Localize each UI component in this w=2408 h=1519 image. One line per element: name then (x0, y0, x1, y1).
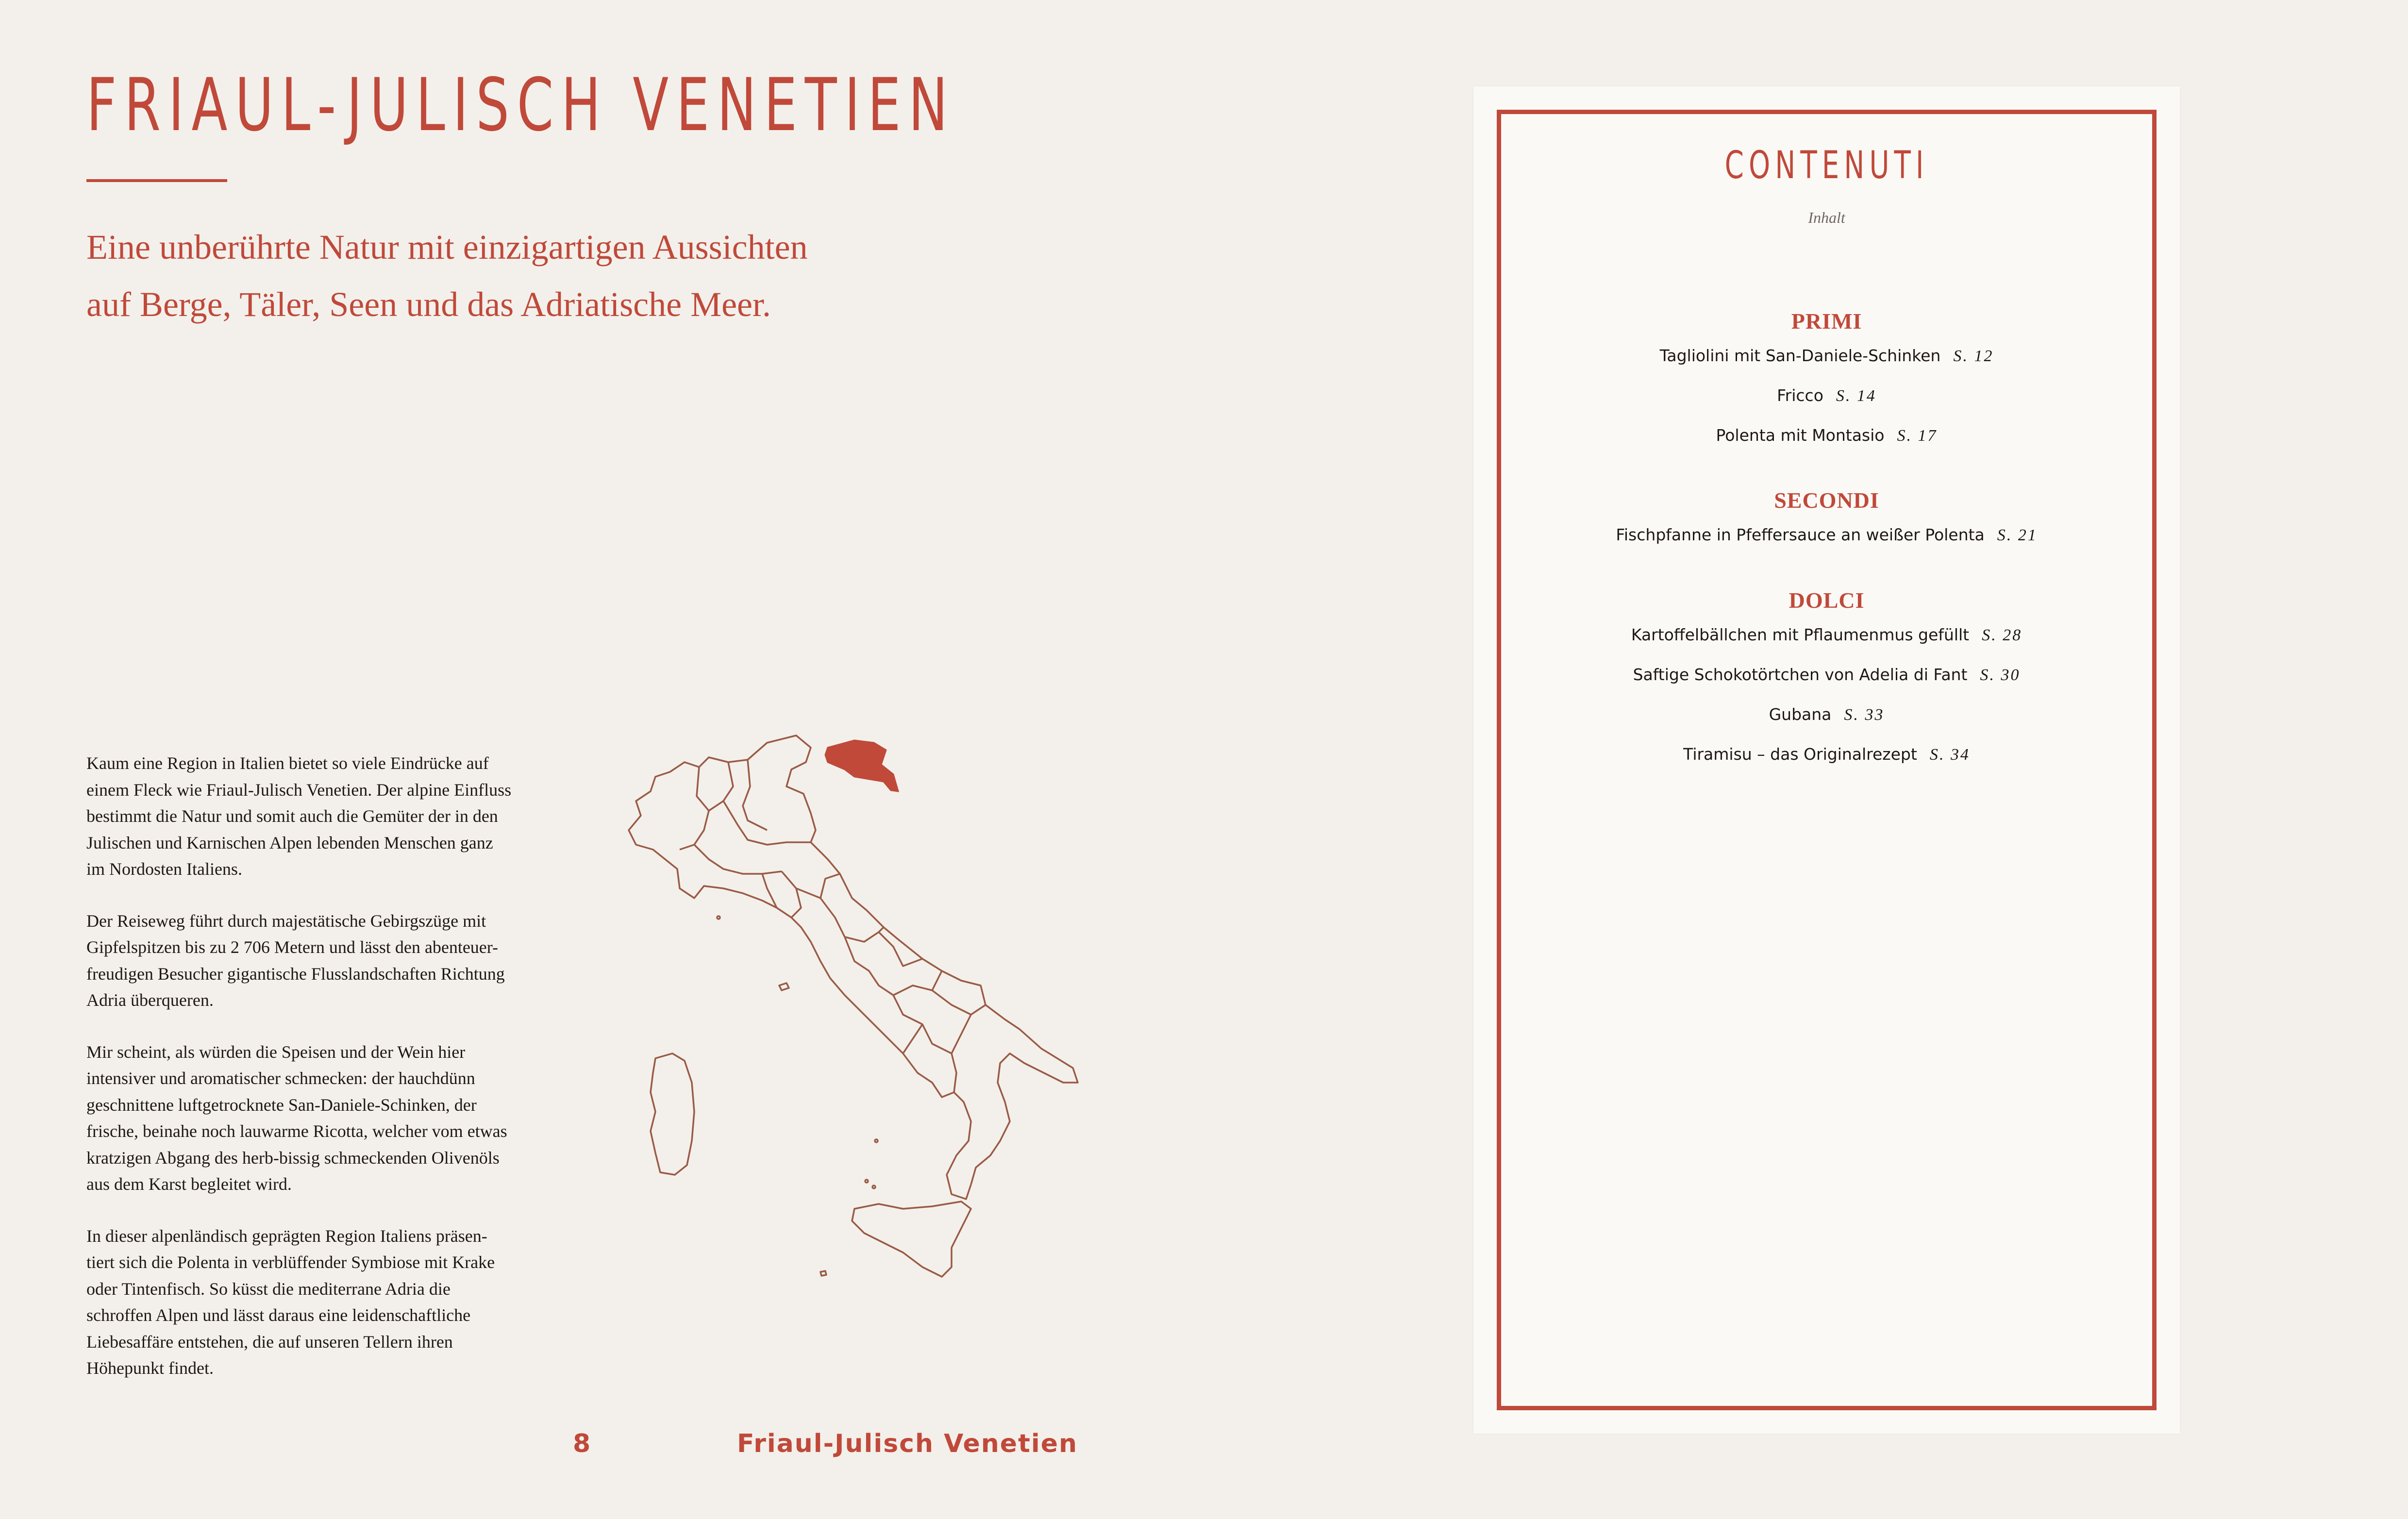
region-border (709, 762, 733, 811)
dish-name: Saftige Schokotörtchen von Adelia di Fant (1633, 665, 1968, 684)
page-reference: S. 17 (1897, 427, 1938, 445)
text-line: frische, beinahe noch lauwarme Ricotta, welcher vom etwas (86, 1121, 507, 1141)
text-line: einem Fleck wie Friaul-Julisch Venetien. Der alpine Einfluss (86, 780, 512, 800)
toc-heading-text: CONTENUTI (1724, 144, 1929, 187)
region-border (903, 1024, 922, 1053)
dish-name: Fricco (1777, 386, 1823, 405)
dish-name: Kartoffelbällchen mit Pflaumenmus gefüllt (1631, 625, 1970, 644)
toc-section-secondi (1473, 487, 2180, 555)
text-line: Kaum eine Region in Italien bietet so viele Eindrücke auf (86, 753, 489, 773)
toc-entry[interactable] (1473, 416, 2180, 455)
section-items (1473, 336, 2180, 455)
title-divider (86, 179, 227, 182)
toc-section-dolci (1473, 587, 2180, 774)
text-line: geschnittene luftgetrocknete San-Daniele-Schinken, der (86, 1095, 477, 1115)
page-reference: S. 34 (1929, 746, 1970, 764)
text-line: Der Reiseweg führt durch majestätische Gebirgszüge mit (86, 911, 486, 931)
island-outline (717, 916, 720, 919)
dish-name: Polenta mit Montasio (1716, 426, 1885, 445)
island-outline (865, 1180, 868, 1183)
page-number: 8 (573, 1429, 591, 1458)
page-title: FRIAUL-JULISCH VENETIEN (86, 63, 955, 148)
dish-name: Fischpfanne in Pfeffersauce an weißer Polenta (1616, 525, 1985, 544)
section-title: SECONDI (1774, 488, 1879, 513)
page-reference: S. 28 (1982, 626, 2023, 644)
running-title: Friaul-Julisch Venetien (737, 1429, 1078, 1458)
toc-subheading: Inhalt (1808, 209, 1845, 226)
text-line: Liebesaffäre entstehen, die auf unseren Tellern ihren (86, 1332, 453, 1352)
subtitle (86, 218, 1009, 333)
region-border (845, 937, 893, 995)
region-border (743, 760, 767, 830)
region-border (952, 1015, 971, 1053)
toc-heading (1473, 144, 2180, 187)
toc-entry[interactable] (1473, 336, 2180, 376)
dish-name: Tiramisu – das Originalrezept (1683, 745, 1917, 764)
italy-map (583, 714, 1097, 1296)
text-line: Höhepunkt findet. (86, 1358, 214, 1378)
text-line: bestimmt die Natur und somit auch die Gemüter der in den (86, 806, 498, 826)
paragraph (86, 908, 577, 1014)
text-line: Mir scheint, als würden die Speisen und der Wein hier (86, 1042, 466, 1062)
toc-section-primi (1473, 308, 2180, 455)
section-title: DOLCI (1789, 588, 1865, 613)
island-outline (875, 1139, 878, 1142)
italy-mainland-outline (629, 735, 1078, 1199)
toc-entry[interactable] (1473, 515, 2180, 555)
toc-entry[interactable] (1473, 734, 2180, 774)
text-line: In dieser alpenländisch geprägten Region Italiens präsen- (86, 1226, 487, 1246)
text-line: freudigen Besucher gigantische Flusslandschaften Richtung (86, 964, 505, 984)
region-border (680, 767, 709, 850)
page-reference: S. 21 (1997, 526, 2038, 544)
sardinia-outline (651, 1053, 694, 1175)
section-items (1473, 615, 2180, 774)
island-outline (820, 1271, 826, 1276)
region-border (723, 801, 811, 845)
text-line: tiert sich die Polenta in verblüffender Symbiose mit Krake (86, 1252, 495, 1272)
region-border (845, 927, 884, 942)
dish-name: Gubana (1769, 705, 1832, 724)
dish-name: Tagliolini mit San-Daniele-Schinken (1659, 346, 1941, 365)
friaul-region-highlight (825, 740, 898, 791)
page-reference: S. 30 (1980, 666, 2021, 684)
toc-entry[interactable] (1473, 655, 2180, 695)
section-items (1473, 515, 2180, 555)
text-line: intensiver und aromatischer schmecken: der hauchdünn (86, 1068, 475, 1088)
text-line: aus dem Karst begleitet wird. (86, 1174, 292, 1194)
text-line: Julischen und Karnischen Alpen lebenden Menschen ganz (86, 833, 493, 852)
subtitle-line: auf Berge, Täler, Seen und das Adriatische Meer. (86, 285, 771, 324)
region-border (694, 845, 782, 874)
text-line: im Nordosten Italiens. (86, 859, 242, 879)
toc-entry[interactable] (1473, 615, 2180, 655)
island-outline (872, 1185, 875, 1188)
subtitle-line: Eine unberührte Natur mit einzigartigen Aussichten (86, 228, 808, 267)
table-of-contents-card (1473, 86, 2180, 1434)
island-outline (779, 983, 789, 990)
region-border (820, 874, 840, 898)
toc-entry[interactable] (1473, 376, 2180, 416)
region-border (952, 1053, 956, 1092)
text-line: kratzigen Abgang des herb-bissig schmeckenden Olivenöls (86, 1148, 500, 1168)
text-line: oder Tintenfisch. So küsst die mediterrane Adria die (86, 1279, 451, 1299)
region-border (879, 932, 922, 966)
toc-entry[interactable] (1473, 695, 2180, 734)
paragraph (86, 1039, 577, 1198)
region-border (782, 871, 801, 918)
text-line: Gipfelspitzen bis zu 2 706 Metern und lässt den abenteuer- (86, 937, 499, 957)
body-text (86, 750, 577, 1407)
sicily-outline (852, 1202, 971, 1277)
section-title: PRIMI (1791, 309, 1862, 334)
page-reference: S. 33 (1844, 706, 1885, 724)
page-reference: S. 12 (1953, 347, 1994, 365)
paragraph (86, 750, 577, 883)
text-line: schroffen Alpen und lässt daraus eine leidenschaftliche (86, 1305, 471, 1325)
page-reference: S. 14 (1836, 387, 1876, 405)
paragraph (86, 1223, 577, 1382)
region-border (932, 990, 986, 1015)
region-border (762, 874, 777, 908)
text-line: Adria überqueren. (86, 990, 214, 1010)
